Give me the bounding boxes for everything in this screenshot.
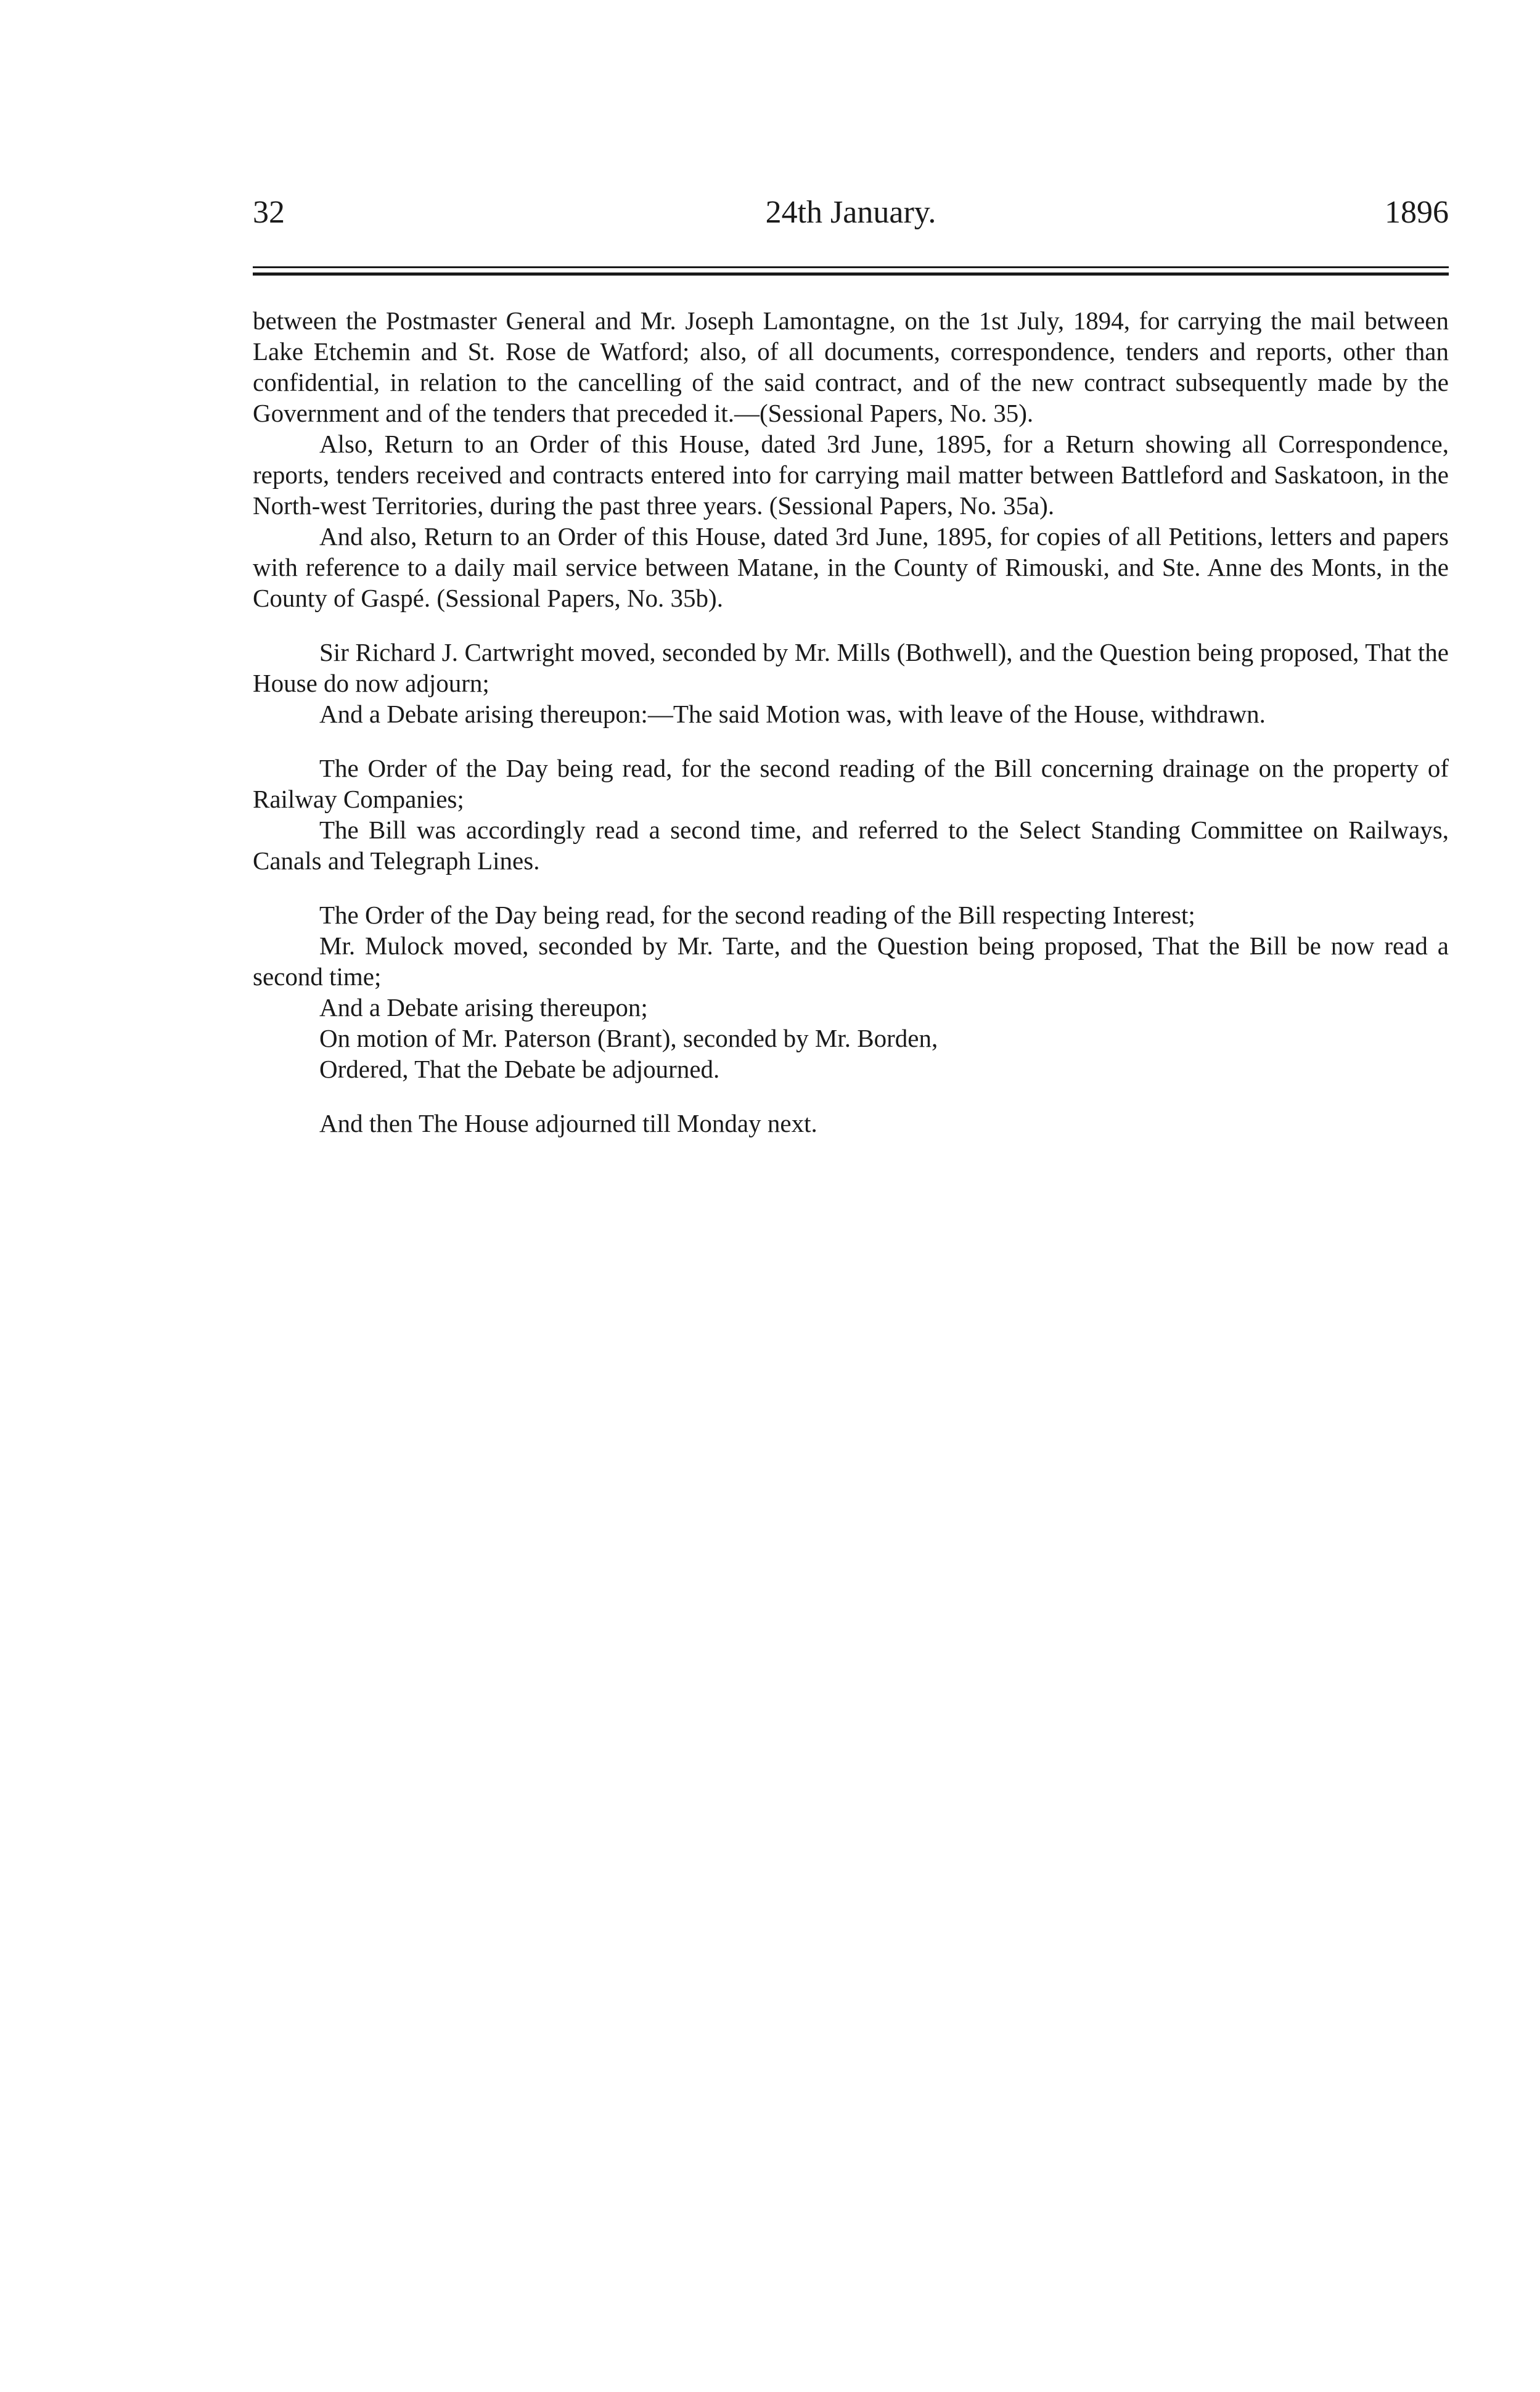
paragraph-cartwright-motion: Sir Richard J. Cartwright moved, seconded by Mr. Mills (Bothwell), and the Question being proposed, That the House do now adjourn;	[253, 638, 1449, 697]
paragraph-return-matane: And also, Return to an Order of this House, dated 3rd June, 1895, for copies of all Petitions, letters and papers with reference to a daily mail service between Matane, in the County of Rimouski, and Ste. Anne des Monts, in the County of Gaspé. (Sessional Papers, No. 35b).	[253, 522, 1449, 612]
paragraph-motion-withdrawn: And a Debate arising thereupon:—The said Motion was, with leave of the House, withdrawn.	[319, 700, 1266, 728]
paragraph-mulock-motion: Mr. Mulock moved, seconded by Mr. Tarte, and the Question being proposed, That the Bill be now read a second time;	[253, 932, 1449, 991]
paragraph-continuation: between the Postmaster General and Mr. Joseph Lamontagne, on the 1st July, 1894, for carrying the mail between Lake Etchemin and St. Rose de Watford; also, of all documents, correspondence, tenders and reports, other than confidential, in relation to the cancelling of the said contract, and of the new contract subsequently made by the Government and of the tenders that preceded it.—(Sessional Papers, No. 35).	[253, 306, 1449, 427]
paragraph-paterson-motion: On motion of Mr. Paterson (Brant), seconded by Mr. Borden,	[319, 1024, 938, 1052]
running-header	[253, 185, 1449, 240]
paragraph-interest-bill: The Order of the Day being read, for the second reading of the Bill respecting Interest;	[319, 901, 1195, 929]
paragraph-debate-adjourned: Ordered, That the Debate be adjourned.	[319, 1055, 720, 1083]
journal-body	[253, 305, 1449, 1139]
page-number: 32	[253, 195, 285, 230]
header-rule-thin	[253, 266, 1449, 268]
header-year: 1896	[1385, 195, 1449, 230]
document-page	[253, 185, 1449, 1139]
paragraph-drainage-referred: The Bill was accordingly read a second time, and referred to the Select Standing Committee on Railways, Canals and Telegraph Lines.	[253, 816, 1449, 875]
paragraph-debate-arising: And a Debate arising thereupon;	[319, 993, 648, 1022]
paragraph-house-adjourned: And then The House adjourned till Monday next.	[319, 1109, 817, 1137]
header-rule-thick	[253, 272, 1449, 276]
paragraph-return-battleford: Also, Return to an Order of this House, dated 3rd June, 1895, for a Return showing all Correspondence, reports, tenders received and contracts entered into for carrying mail matter between Battleford and Saskatoon, in the North-west Territories, during the past three years. (Sessional Papers, No. 35a).	[253, 430, 1449, 520]
header-date: 24th January.	[765, 195, 936, 230]
paragraph-drainage-bill: The Order of the Day being read, for the second reading of the Bill concerning drainage on the property of Railway Companies;	[253, 754, 1449, 813]
